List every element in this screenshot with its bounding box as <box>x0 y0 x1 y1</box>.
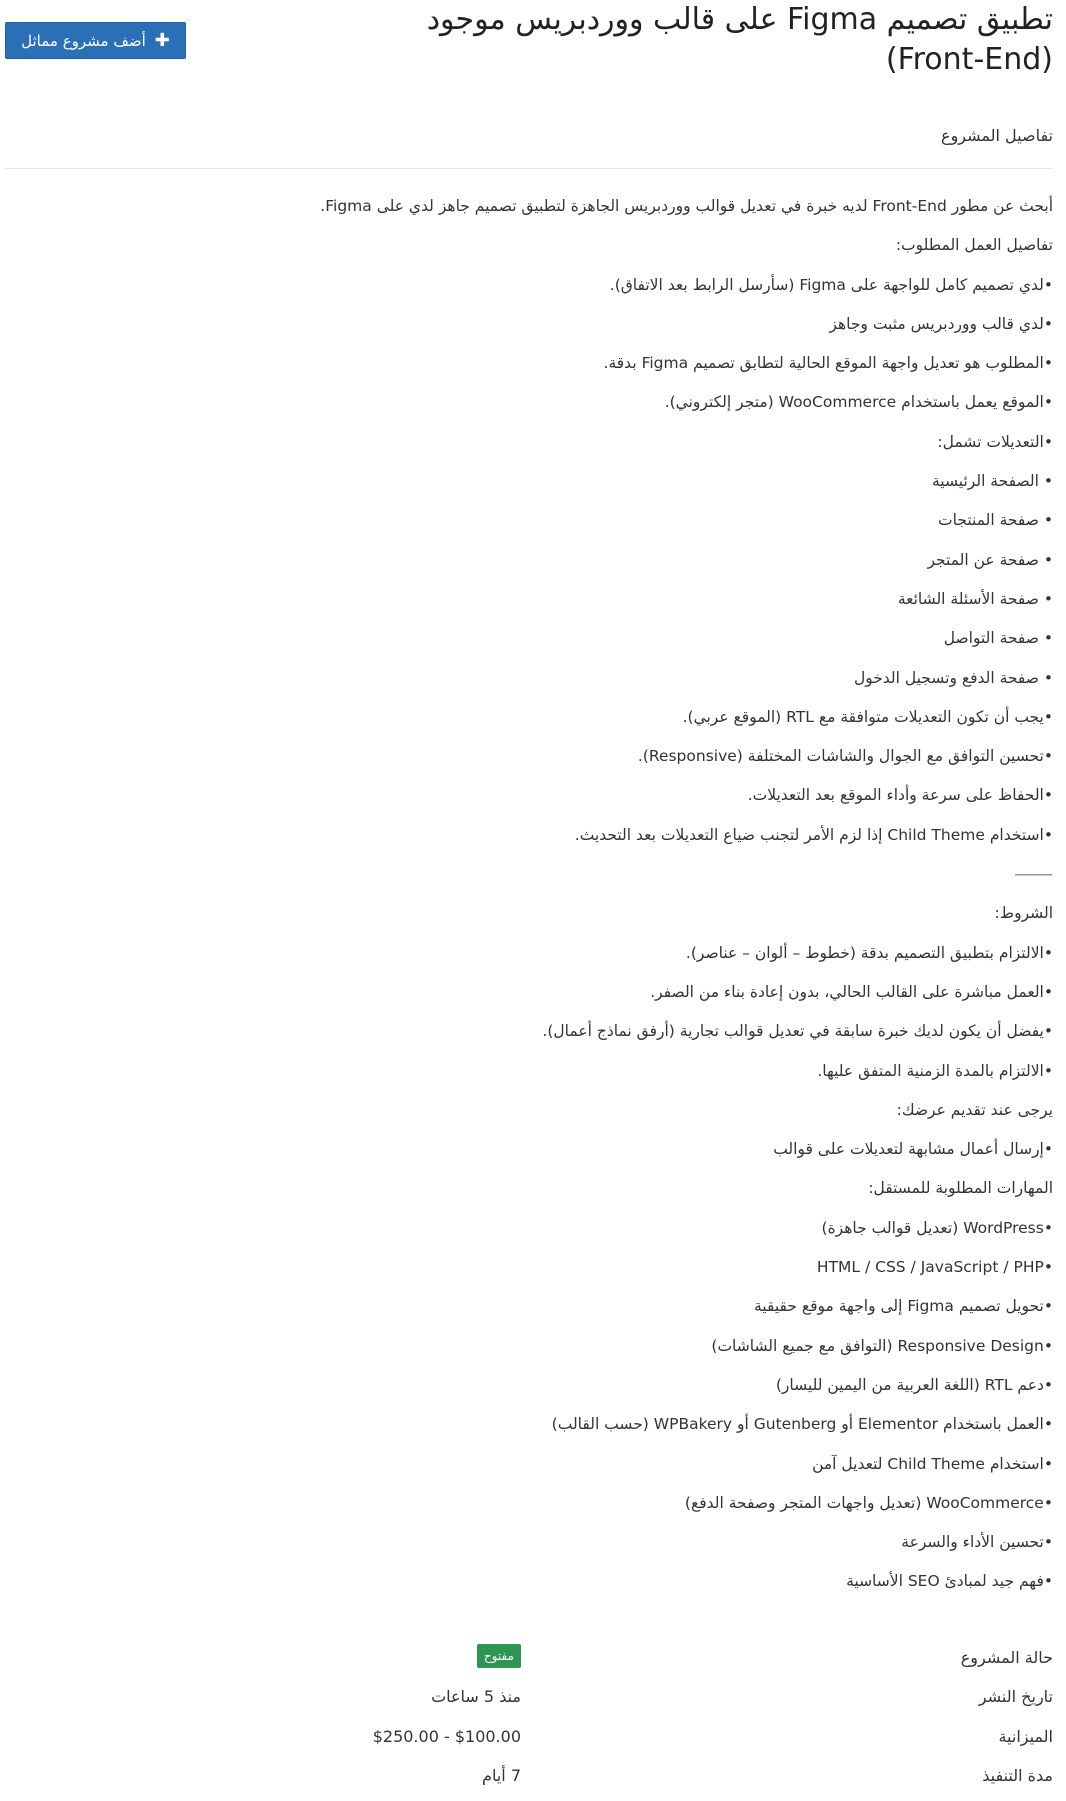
duration-label: مدة التنفيذ <box>982 1765 1053 1785</box>
plus-icon: ✚ <box>154 29 170 51</box>
description-line: •الموقع يعمل باستخدام WooCommerce (متجر إلكتروني). <box>664 393 1053 412</box>
meta-row-published <box>13 1683 1053 1722</box>
project-details-heading: تفاصيل المشروع <box>941 126 1053 145</box>
description-line: •WordPress (تعديل قوالب جاهزة) <box>821 1218 1053 1237</box>
description-line: •HTML / CSS / JavaScript / PHP <box>816 1258 1053 1277</box>
description-line: • صفحة المنتجات <box>938 511 1053 530</box>
description-line: •تحسين الأداء والسرعة <box>901 1533 1053 1552</box>
description-line: •لدي تصميم كامل للواجهة على Figma (سأرسل الرابط بعد الاتفاق). <box>609 275 1053 294</box>
meta-row-status <box>13 1644 1053 1683</box>
description-line: تفاصيل العمل المطلوب: <box>895 236 1053 255</box>
project-meta <box>13 1644 1053 1801</box>
description-line: •يفضل أن يكون لديك خبرة سابقة في تعديل قوالب تجارية (أرفق نماذج أعمال). <box>542 1022 1053 1041</box>
budget-label: الميزانية <box>998 1726 1053 1746</box>
project-description <box>13 192 1053 1607</box>
description-line: • الصفحة الرئيسية <box>931 472 1053 491</box>
status-badge: مفتوح <box>477 1644 521 1668</box>
project-title: تطبيق تصميم Figma على قالب ووردبريس موجود (Front-End) <box>426 2 1053 77</box>
description-line: •استخدام Child Theme لتعديل آمن <box>812 1454 1053 1473</box>
description-line: •تحسين التوافق مع الجوال والشاشات المختلفة (Responsive). <box>637 747 1053 766</box>
description-line: •الالتزام بالمدة الزمنية المتفق عليها. <box>817 1061 1053 1080</box>
description-line: المهارات المطلوبة للمستقل: <box>868 1179 1053 1198</box>
description-line: •لدي قالب ووردبريس مثبت وجاهز <box>829 314 1053 333</box>
description-line: • صفحة عن المتجر <box>927 550 1053 569</box>
description-line: • صفحة التواصل <box>943 629 1053 648</box>
add-similar-project-label: أضف مشروع مماثل <box>21 31 146 50</box>
description-line: •WooCommerce (تعديل واجهات المتجر وصفحة الدفع) <box>684 1493 1053 1512</box>
description-line: • صفحة الأسئلة الشائعة <box>897 589 1053 608</box>
description-line: •العمل باستخدام Elementor أو Gutenberg أو WPBakery (حسب القالب) <box>551 1415 1053 1434</box>
description-line: •التعديلات تشمل: <box>937 432 1053 451</box>
description-line: •استخدام Child Theme إذا لزم الأمر لتجنب ضياع التعديلات بعد التحديث. <box>574 825 1053 844</box>
description-line: ⸻ <box>1014 865 1053 884</box>
meta-row-duration <box>13 1762 1053 1801</box>
description-line: أبحث عن مطور Front-End لديه خبرة في تعديل قوالب ووردبريس الجاهزة لتطبيق تصميم جاهز لدي على Figma. <box>320 197 1053 215</box>
section-divider <box>5 168 1053 169</box>
published-value: منذ 5 ساعات <box>431 1687 521 1707</box>
meta-row-budget <box>13 1723 1053 1762</box>
description-line: •المطلوب هو تعديل واجهة الموقع الحالية لتطابق تصميم Figma بدقة. <box>603 354 1053 373</box>
description-line: •فهم جيد لمبادئ SEO الأساسية <box>846 1572 1053 1591</box>
description-line: •تحويل تصميم Figma إلى واجهة موقع حقيقية <box>753 1297 1053 1316</box>
status-label: حالة المشروع <box>960 1648 1053 1667</box>
description-line: •إرسال أعمال مشابهة لتعديلات على قوالب <box>773 1140 1053 1159</box>
budget-value: $100.00 - $250.00 <box>372 1726 521 1746</box>
published-label: تاريخ النشر <box>978 1687 1053 1707</box>
description-line: •العمل مباشرة على القالب الحالي، بدون إعادة بناء من الصفر. <box>650 982 1053 1001</box>
description-line: الشروط: <box>994 904 1053 923</box>
add-similar-project-button[interactable] <box>5 22 186 59</box>
description-line: •الالتزام بتطبيق التصميم بدقة (خطوط – ألوان – عناصر). <box>685 943 1053 962</box>
description-line: •يجب أن تكون التعديلات متوافقة مع RTL (الموقع عربي). <box>682 707 1053 726</box>
description-line: •Responsive Design (التوافق مع جميع الشاشات) <box>711 1336 1053 1355</box>
description-line: يرجى عند تقديم عرضك: <box>896 1100 1053 1119</box>
duration-value: 7 أيام <box>482 1765 521 1785</box>
description-line: •الحفاظ على سرعة وأداء الموقع بعد التعديلات. <box>747 786 1053 805</box>
description-line: •دعم RTL (اللغة العربية من اليمين لليسار) <box>775 1375 1053 1394</box>
description-line: • صفحة الدفع وتسجيل الدخول <box>853 668 1053 687</box>
